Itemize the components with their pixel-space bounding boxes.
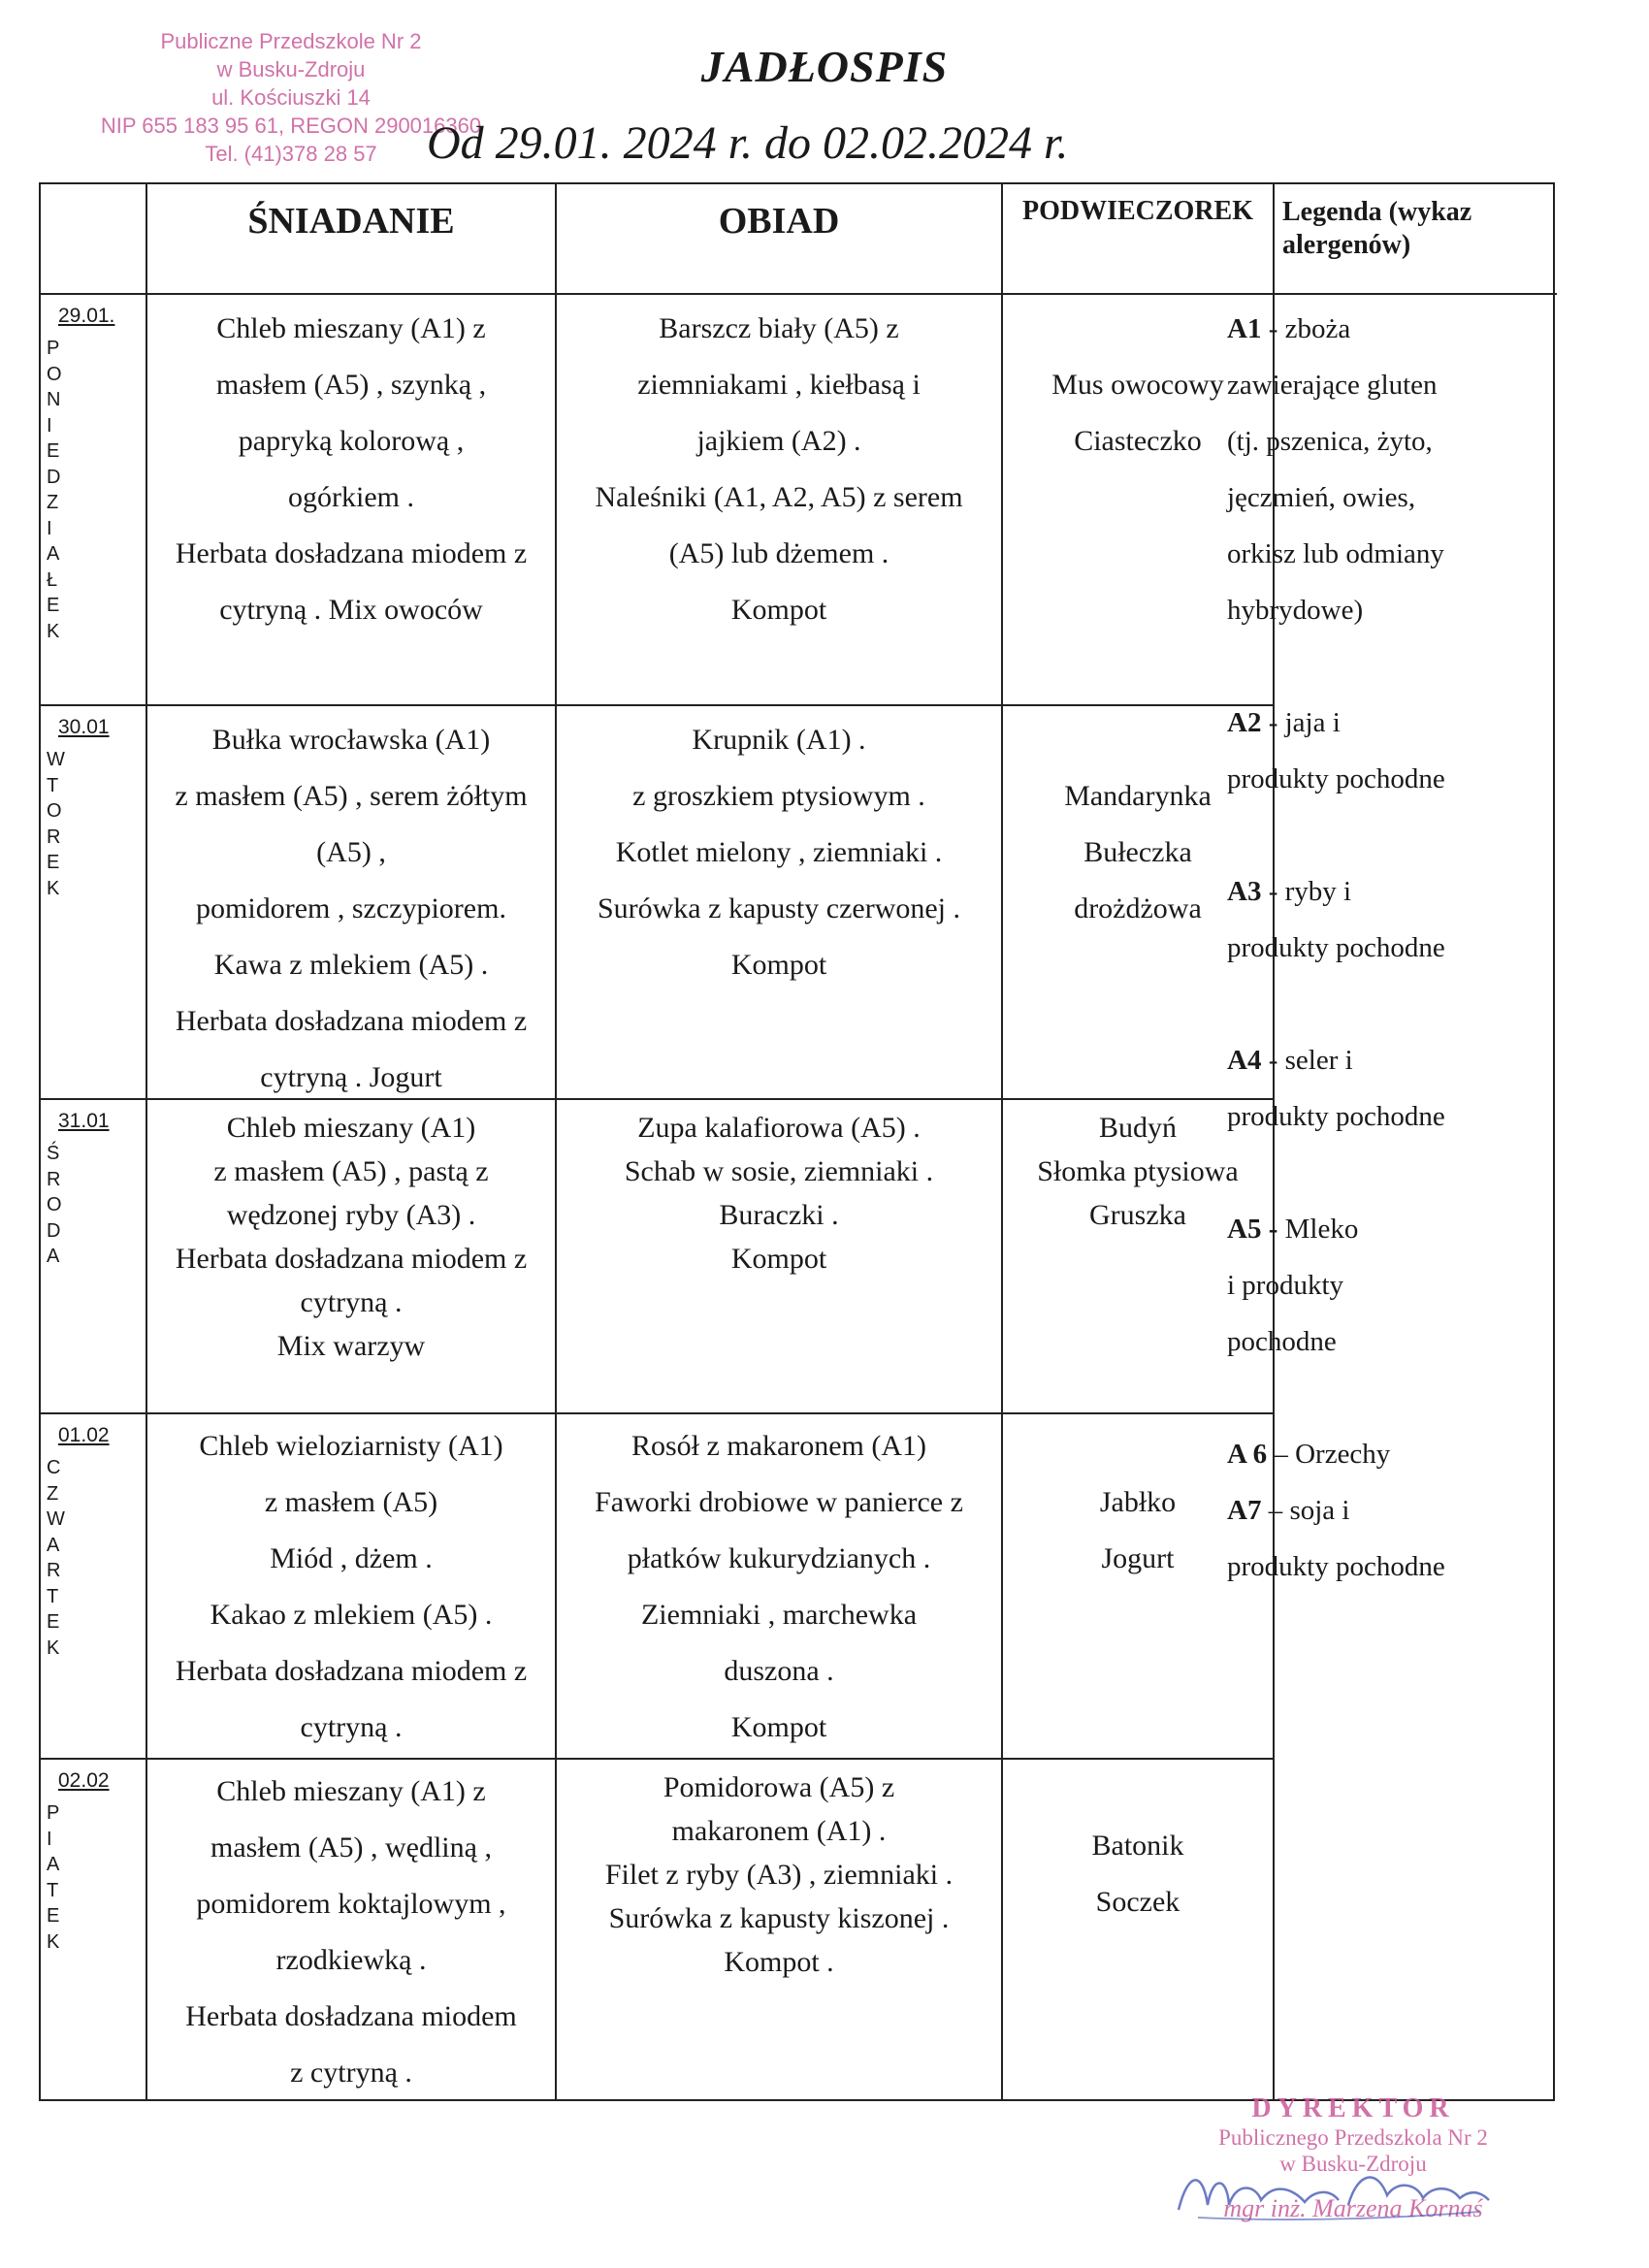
legend-spacer xyxy=(1227,638,1552,695)
menu-line: Surówka z kapusty kiszonej . xyxy=(608,1902,950,1934)
day-letter: P xyxy=(47,1802,60,1824)
menu-line: rzodkiewką . xyxy=(275,1944,427,1976)
menu-line: Bułka wrocławska (A1) xyxy=(211,724,491,756)
menu-line: Faworki drobiowe w panierce z xyxy=(595,1486,963,1518)
legend-header-line: alergenów) xyxy=(1282,230,1411,260)
menu-line: Kompot xyxy=(730,1711,827,1743)
menu-line: masłem (A5) , wędliną , xyxy=(210,1831,492,1863)
day-name-vertical xyxy=(47,1455,65,1661)
legend-line: pochodne xyxy=(1227,1326,1337,1357)
day-letter: O xyxy=(47,1194,62,1215)
day-letter: I xyxy=(47,517,52,539)
sniadanie-cell xyxy=(147,1418,555,1756)
day-letter: D xyxy=(47,466,61,488)
day-letter: A xyxy=(47,543,60,565)
day-letter: N xyxy=(47,389,61,410)
menu-line: papryką kolorową , xyxy=(238,425,465,457)
sniadanie-cell xyxy=(147,301,555,638)
menu-line: masłem (A5) , szynką , xyxy=(215,369,487,401)
day-letter: E xyxy=(47,440,60,462)
legend-line: produkty pochodne xyxy=(1227,1551,1445,1582)
menu-line: jajkiem (A2) . xyxy=(696,425,861,457)
header-divider xyxy=(41,293,1557,295)
day-date: 02.02 xyxy=(58,1769,110,1792)
stamp-line: ul. Kościuszki 14 xyxy=(211,85,371,110)
day-date: 31.01 xyxy=(58,1110,110,1132)
menu-line: Rosół z makaronem (A1) xyxy=(630,1430,927,1462)
menu-line: wędzonej ryby (A3) . xyxy=(226,1199,476,1231)
director-name: mgr inż. Marzena Kornaś xyxy=(1223,2194,1483,2222)
day-letter: I xyxy=(47,1828,52,1850)
legend-line: orkisz lub odmiany xyxy=(1227,538,1444,569)
legend-line: produkty pochodne xyxy=(1227,1101,1445,1132)
menu-line: Budyń xyxy=(1098,1112,1177,1144)
director-title: DYREKTOR xyxy=(1251,2093,1455,2123)
menu-line: Barszcz biały (A5) z xyxy=(659,312,899,344)
day-letter: A xyxy=(47,1246,60,1267)
menu-line: cytryną . xyxy=(300,1711,403,1743)
day-letter: K xyxy=(47,1636,60,1659)
legend-line: produkty pochodne xyxy=(1227,932,1445,963)
menu-line: pomidorem koktajlowym , xyxy=(196,1888,506,1920)
menu-line: Herbata dosładzana miodem xyxy=(185,2000,517,2032)
day-name-vertical xyxy=(47,1800,59,1955)
menu-line: Filet z ryby (A3) , ziemniaki . xyxy=(604,1859,954,1891)
header-podwieczorek: PODWIECZOREK xyxy=(1021,196,1254,226)
menu-line: Soczek xyxy=(1095,1886,1180,1918)
menu-line: z masłem (A5) , pastą z xyxy=(213,1155,489,1187)
day-letter: E xyxy=(47,595,60,616)
menu-line: drożdżowa xyxy=(1074,892,1202,924)
menu-line: z masłem (A5) , serem żółtym xyxy=(175,780,528,812)
day-letter: R xyxy=(47,1168,61,1190)
menu-line: Surówka z kapusty czerwonej . xyxy=(597,892,961,924)
day-letter: R xyxy=(47,1560,61,1581)
legend-line: A7 – soja i xyxy=(1227,1495,1350,1526)
menu-line: Mus owocowy xyxy=(1051,369,1224,401)
row-divider xyxy=(41,1758,1273,1760)
menu-line: Kompot xyxy=(730,594,827,626)
director-org: w Busku-Zdroju xyxy=(1279,2152,1427,2176)
sniadanie-cell xyxy=(147,1764,555,2101)
day-letter: Z xyxy=(47,1482,59,1505)
menu-line: z cytryną . xyxy=(290,2057,412,2089)
legend-spacer xyxy=(1227,807,1552,863)
legend-line: A4 - seler i xyxy=(1227,1045,1353,1076)
header-sniadanie: ŚNIADANIE xyxy=(247,201,455,242)
day-letter: P xyxy=(47,338,60,359)
day-letter: K xyxy=(47,877,60,899)
day-letter: E xyxy=(47,852,60,873)
legend-line: hybrydowe) xyxy=(1227,595,1364,626)
day-label-monday xyxy=(41,293,147,704)
legend-line: i produkty xyxy=(1227,1270,1344,1301)
director-org: Publicznego Przedszkola Nr 2 xyxy=(1218,2125,1488,2150)
menu-line: Pomidorowa (A5) z xyxy=(663,1771,895,1803)
day-letter: A xyxy=(47,1854,60,1875)
menu-line: pomidorem , szczypiorem. xyxy=(196,892,506,924)
legend-line: zawierające gluten xyxy=(1227,370,1438,401)
obiad-cell xyxy=(557,301,1001,638)
obiad-cell xyxy=(557,1418,1001,1756)
menu-line: Miód , dżem . xyxy=(270,1542,433,1574)
day-label-tuesday xyxy=(41,704,147,1098)
menu-line: Zupa kalafiorowa (A5) . xyxy=(637,1112,921,1144)
menu-line: Gruszka xyxy=(1089,1199,1186,1231)
menu-line: Naleśniki (A1, A2, A5) z serem xyxy=(595,481,963,513)
day-letter: A xyxy=(47,1534,60,1556)
menu-line: cytryną . Mix owoców xyxy=(219,594,483,626)
day-date: 01.02 xyxy=(58,1424,110,1446)
obiad-cell xyxy=(557,1106,1001,1280)
menu-line: duszona . xyxy=(724,1655,834,1687)
stamp-line: Publiczne Przedszkole Nr 2 xyxy=(160,29,422,53)
menu-line: Bułeczka xyxy=(1083,836,1192,868)
menu-line: z masłem (A5) xyxy=(264,1486,438,1518)
day-date: 30.01 xyxy=(58,716,110,738)
legend-line: A5 - Mleko xyxy=(1227,1214,1359,1245)
day-letter: O xyxy=(47,363,62,385)
menu-line: ogórkiem . xyxy=(288,481,414,513)
row-divider xyxy=(41,1412,1273,1414)
day-letter: I xyxy=(47,414,52,437)
menu-line: Ciasteczko xyxy=(1074,425,1202,457)
obiad-cell xyxy=(557,712,1001,993)
menu-line: Słomka ptysiowa xyxy=(1037,1155,1239,1187)
row-divider xyxy=(41,704,1273,706)
sniadanie-cell xyxy=(147,1106,555,1368)
legend-line: (tj. pszenica, żyto, xyxy=(1227,426,1433,457)
menu-line: Chleb mieszany (A1) xyxy=(226,1112,476,1144)
day-letter: K xyxy=(47,620,60,642)
sniadanie-cell xyxy=(147,712,555,1106)
day-label-thursday xyxy=(41,1412,147,1758)
menu-line: (A5) , xyxy=(316,836,386,868)
legend-line: jęczmień, owies, xyxy=(1227,482,1416,513)
day-letter: O xyxy=(47,800,62,822)
menu-line: Kompot xyxy=(730,1243,827,1275)
menu-line: cytryną . xyxy=(300,1286,403,1318)
menu-line: Krupnik (A1) . xyxy=(692,724,866,756)
stamp-line: w Busku-Zdroju xyxy=(216,57,366,81)
date-range: Od 29.01. 2024 r. do 02.02.2024 r. xyxy=(427,117,1069,169)
menu-line: Herbata dosładzana miodem z xyxy=(175,1655,528,1687)
day-name-vertical xyxy=(47,1141,62,1270)
header-obiad: OBIAD xyxy=(718,201,840,242)
day-letter: R xyxy=(47,826,61,848)
legend-line: produkty pochodne xyxy=(1227,763,1445,794)
day-letter: C xyxy=(47,1457,61,1478)
day-letter: K xyxy=(47,1930,60,1953)
day-letter: D xyxy=(47,1219,61,1242)
menu-line: Kotlet mielony , ziemniaki . xyxy=(615,836,943,868)
handwritten-signature xyxy=(1169,2161,1499,2229)
allergen-legend xyxy=(1227,301,1552,1595)
podwieczorek-cell xyxy=(1003,1818,1273,1930)
menu-line: Chleb mieszany (A1) z xyxy=(216,312,486,344)
legend-spacer xyxy=(1227,1370,1552,1426)
day-name-vertical xyxy=(47,747,65,901)
menu-line: Kawa z mlekiem (A5) . xyxy=(213,949,489,981)
stamp-line: Tel. (41)378 28 57 xyxy=(205,142,377,166)
header-legend xyxy=(1282,196,1554,262)
menu-line: makaronem (A1) . xyxy=(671,1815,887,1847)
day-letter: T xyxy=(47,1585,59,1607)
legend-line: A1 - zboża xyxy=(1227,313,1351,344)
menu-line: z groszkiem ptysiowym . xyxy=(632,780,925,812)
menu-line: Buraczki . xyxy=(719,1199,839,1231)
day-label-friday xyxy=(41,1758,147,2099)
day-letter: E xyxy=(47,1905,60,1927)
menu-line: Kompot . xyxy=(724,1946,834,1978)
stamp-line: NIP 655 183 95 61, REGON 290016360 xyxy=(100,113,482,138)
menu-line: (A5) lub dżemem . xyxy=(668,537,889,569)
day-label-wednesday xyxy=(41,1098,147,1412)
menu-line: Jabłko xyxy=(1099,1486,1177,1518)
menu-line: ziemniakami , kiełbasą i xyxy=(637,369,921,401)
legend-spacer xyxy=(1227,1145,1552,1201)
menu-line: Chleb wieloziarnisty (A1) xyxy=(199,1430,503,1462)
menu-line: Herbata dosładzana miodem z xyxy=(175,537,528,569)
day-letter: W xyxy=(47,1508,65,1530)
day-letter: Ś xyxy=(47,1143,60,1164)
day-letter: Z xyxy=(47,492,59,513)
legend-spacer xyxy=(1227,976,1552,1032)
legend-line: A2 - jaja i xyxy=(1227,707,1341,738)
obiad-cell xyxy=(557,1766,1001,1984)
legend-line: A 6 – Orzechy xyxy=(1227,1439,1391,1470)
menu-line: Mandarynka xyxy=(1064,780,1212,812)
menu-line: Herbata dosładzana miodem z xyxy=(175,1005,528,1037)
legend-header-line: Legenda (wykaz xyxy=(1282,197,1472,227)
day-letter: T xyxy=(47,774,59,796)
menu-line: Mix warzyw xyxy=(276,1330,426,1362)
menu-line: płatków kukurydzianych . xyxy=(627,1542,931,1574)
menu-line: Chleb mieszany (A1) z xyxy=(216,1775,486,1807)
day-name-vertical xyxy=(47,336,62,644)
menu-line: Jogurt xyxy=(1101,1542,1175,1574)
page-title: JADŁOSPIS xyxy=(700,42,949,91)
day-date: 29.01. xyxy=(58,305,115,327)
menu-line: Herbata dosładzana miodem z xyxy=(175,1243,528,1275)
day-letter: Ł xyxy=(47,568,58,591)
menu-line: Kompot xyxy=(730,949,827,981)
legend-line: A3 - ryby i xyxy=(1227,876,1352,907)
day-letter: W xyxy=(47,749,65,770)
menu-line: Batonik xyxy=(1091,1830,1184,1862)
day-letter: E xyxy=(47,1611,60,1633)
menu-line: Ziemniaki , marchewka xyxy=(640,1599,918,1631)
menu-line: cytryną . Jogurt xyxy=(260,1061,442,1093)
day-letter: T xyxy=(47,1879,59,1901)
menu-line: Kakao z mlekiem (A5) . xyxy=(210,1599,493,1631)
menu-line: Schab w sosie, ziemniaki . xyxy=(624,1155,934,1187)
